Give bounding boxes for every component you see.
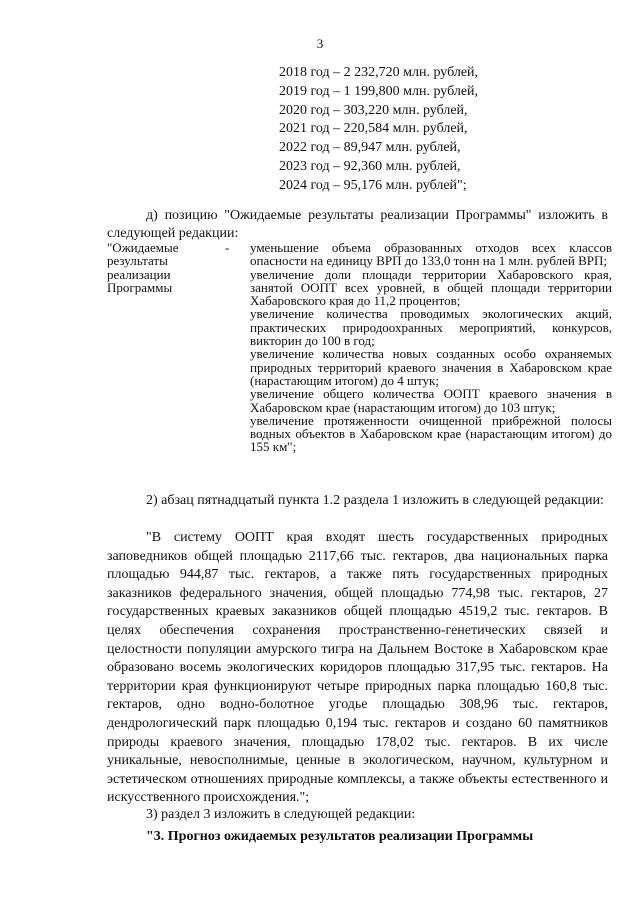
section-heading: "3. Прогноз ожидаемых результатов реализации Программы: [146, 829, 534, 844]
budget-list: [279, 64, 478, 196]
budget-line-2023: 2023 год – 92,360 млн. рублей,: [279, 158, 461, 174]
budget-line-2020: 2020 год – 303,220 млн. рублей,: [279, 102, 468, 118]
budget-line-2021: 2021 год – 220,584 млн. рублей,: [279, 121, 468, 137]
result-item-new-territories: увеличение количества новых созданных особо охраняемых природных территорий краевого значения в Хабаровском крае (нарастающим итогом) до 4 штук;: [250, 346, 612, 388]
results-items: [250, 241, 612, 454]
quoted-paragraph: "В систему ООПТ края входят шесть государственных природных заповедников общей площадью 2117,66 тыс. гектаров, два национальных парка площадью 944,87 тыс. гектаров, а также пять государственных природных заказников федерального значения, общей площадью 774,98 тыс. гектаров, 27 государственных краевых заказников общей площадью 4519,2 тыс. гектаров. В целях обеспечения сохранения пространственно-генетических связей и целостности популяции амурского тигра на Дальнем Востоке в Хабаровском крае образовано восемь экологических коридоров площадью 317,95 тыс. гектаров. На территории края функционируют четыре природных парка площадью 160,8 тыс. гектаров, одно водно-болотное угодье площадью 308,96 тыс. гектаров, дендрологический парк площадью 0,194 тыс. гектаров и создано 60 памятников природы краевого значения, площадью 178,02 тыс. гектаров. В их числе уникальные, невосполнимые, ценные в экологическом, научном, культурном и эстетическом отношениях природные комплексы, а также объекты естественного и искусственного происхождения.";: [107, 530, 608, 806]
amendment-2-paragraph: 2) абзац пятнадцатый пункта 1.2 раздела 1 изложить в следующей редакции:: [146, 493, 604, 508]
results-dash: -: [225, 240, 230, 255]
budget-line-2018: 2018 год – 2 232,720 млн. рублей,: [279, 65, 479, 80]
amendment-d-paragraph: д) позицию "Ожидаемые результаты реализации Программы" изложить в следующей редакции:: [107, 208, 608, 241]
result-item-eco-actions: увеличение количества проводимых экологических акций, практических природоохранных мероприятий, конкурсов, викторин до 100 в год;: [250, 306, 612, 349]
budget-line-2019: 2019 год – 1 199,800 млн. рублей,: [279, 83, 479, 99]
result-item-shoreline: увеличение протяженности очищенной прибрежной полосы водных объектов в Хабаровском крае (нарастающим итогом) до 155 км";: [250, 412, 612, 455]
page-number: 3: [316, 36, 324, 51]
result-item-waste: уменьшение объема образованных отходов всех классов опасности на единицу ВРП до 133,0 тонн на 1 млн. рублей ВРП;: [250, 240, 612, 269]
results-label: "Ожидаемые результаты реализации Программы: [107, 240, 179, 295]
budget-line-2022: 2022 год – 89,947 млн. рублей,: [279, 140, 461, 156]
amendment-3-paragraph: 3) раздел 3 изложить в следующей редакции:: [146, 807, 416, 822]
result-item-protected-area-share: увеличение доли площади территории Хабаровского края, занятой ООПТ всех уровней, в общей площади территории Хабаровского края до 11,2 процентов;: [250, 266, 612, 309]
result-item-total-territories: увеличение общего количества ООПТ краевого значения в Хабаровском крае (нарастающим итогом) до 103 штук;: [250, 386, 612, 415]
budget-line-2024: 2024 год – 95,176 млн. рублей";: [279, 177, 467, 193]
